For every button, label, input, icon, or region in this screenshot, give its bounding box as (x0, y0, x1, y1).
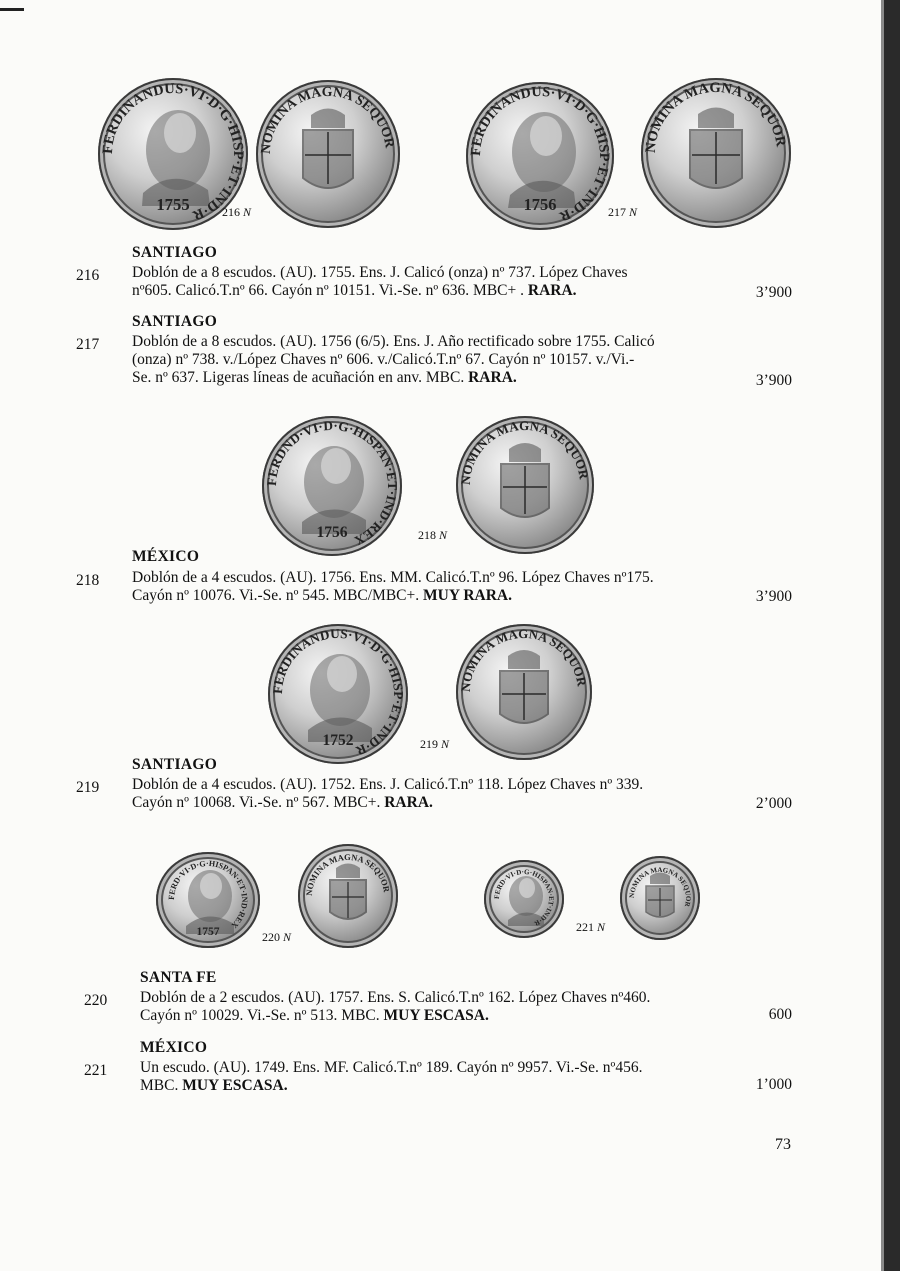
legend-text: FERDINANDUS·VI·D·G·HISP·ET·IND·R (99, 80, 247, 224)
lot-number: 217 (76, 336, 100, 353)
coin-217-reverse (641, 78, 791, 228)
lot-price: 3’900 (755, 284, 792, 301)
mint-heading: SANTIAGO (132, 313, 218, 330)
coin-216-reverse (256, 80, 400, 228)
mint-heading: MÉXICO (132, 548, 200, 565)
legend-text: NOMINA MAGNA SEQUOR (458, 626, 589, 693)
rarity: MUY ESCASA. (383, 1007, 489, 1024)
coin-legend (298, 844, 398, 948)
mint-heading: SANTIAGO (132, 756, 218, 773)
coin-220-obverse (156, 852, 260, 948)
legend-text: NOMINA MAGNA SEQUOR (642, 79, 789, 154)
coin-221-reverse (620, 856, 700, 940)
lot-number: 221 (84, 1062, 108, 1079)
lot-number: 218 (76, 572, 100, 589)
lot-description: Doblón de a 4 escudos. (AU). 1756. Ens. MM. Calicó.T.nº 96. López Chaves nº175. Cayón nº 10076. Vi.-Se. nº 545. MBC/MBC+. MUY RARA. (132, 569, 654, 604)
coin-221-label: 221 N (576, 920, 606, 934)
coin-legend (620, 856, 700, 940)
lot-price: 2’000 (755, 795, 792, 812)
lot-description: Un escudo. (AU). 1749. Ens. MF. Calicó.T.nº 189. Cayón nº 9957. Vi.-Se. nº456. MBC. MUY ESCASA. (140, 1059, 643, 1094)
coin-date: 1757 (196, 926, 220, 939)
legend-text: FERDND·VI·D·G·HISPAN·ET·IND·REX (263, 417, 401, 549)
rarity: RARA. (527, 282, 577, 299)
lot-number: 216 (76, 267, 100, 284)
lot-description: Doblón de a 8 escudos. (AU). 1755. Ens. J. Calicó (onza) nº 737. López Chaves nº605. Calicó.T.nº 66. Cayón nº 10151. Vi.-Se. nº 636. MBC+ . RARA. (132, 264, 628, 299)
lot-description: Doblón de a 4 escudos. (AU). 1752. Ens. J. Calicó.T.nº 118. López Chaves nº 339. Cayón nº 10068. Vi.-Se. nº 567. MBC+. RARA. (132, 776, 644, 811)
coin-date: 1756 (523, 195, 557, 215)
coin-219-obverse (268, 624, 408, 764)
lot-number: 219 (76, 779, 100, 796)
legend-text: FERDINANDUS·VI·D·G·HISP·ET·IND·R (269, 625, 407, 759)
coin-220-reverse (298, 844, 398, 948)
coin-216-label: 216 N (222, 205, 252, 219)
lot-price: 600 (768, 1006, 792, 1023)
mint-heading: SANTIAGO (132, 244, 218, 261)
legend-text: FERD·VI·D·G·HISPAN·ET·IND·R (492, 867, 556, 928)
lot-price: 3’900 (755, 372, 792, 389)
legend-text: NOMINA MAGNA SEQUOR (457, 417, 592, 486)
coin-220-label: 220 N (262, 930, 292, 944)
mint-heading: SANTA FE (140, 969, 217, 986)
mint-heading: MÉXICO (140, 1039, 208, 1056)
lot-description: Doblón de a 2 escudos. (AU). 1757. Ens. S. Calicó.T.nº 162. López Chaves nº460. Cayón nº 10029. Vi.-Se. nº 513. MBC. MUY ESCASA. (140, 989, 651, 1024)
coin-217-label: 217 N (608, 205, 638, 219)
coin-date: 1752 (322, 732, 354, 749)
legend-text: NOMINA MAGNA SEQUOR (257, 83, 398, 155)
coin-legend (484, 860, 564, 938)
rarity: RARA. (468, 369, 517, 386)
coin-legend (456, 624, 592, 760)
coin-218-label: 218 N (418, 528, 448, 542)
page-corner-mark (0, 8, 24, 11)
coin-legend (256, 80, 400, 228)
legend-text: FERDINANDUS·VI·D·G·HISP·ET·IND·R (467, 83, 613, 225)
coin-legend (456, 416, 594, 554)
lot-price: 1’000 (755, 1076, 792, 1093)
page-edge (884, 0, 900, 1271)
rarity: MUY ESCASA. (182, 1077, 288, 1094)
lot-price: 3’900 (755, 588, 792, 605)
coin-date: 1755 (156, 194, 190, 214)
coin-date: 1756 (316, 524, 348, 541)
coin-218-reverse (456, 416, 594, 554)
coin-219-reverse (456, 624, 592, 760)
coin-217-obverse (466, 82, 614, 230)
page-number: 73 (775, 1136, 791, 1153)
coin-legend (641, 78, 791, 228)
rarity: RARA. (384, 794, 433, 811)
lot-description: Doblón de a 8 escudos. (AU). 1756 (6/5). Ens. J. Año rectificado sobre 1755. Calicó (onza) nº 738. v./López Chaves nº 606. v./Calicó.T.nº 67. Cayón nº 10157. v./Vi.- Se. nº 637. Ligeras líneas de acuñación en anv. MBC. RARA. (132, 333, 655, 386)
coin-221-obverse (484, 860, 564, 938)
lot-number: 220 (84, 992, 108, 1009)
legend-text: FERD·VI·D·G·HISPAN·ET·IND·REX (166, 858, 250, 930)
coin-219-label: 219 N (420, 737, 450, 751)
rarity: MUY RARA. (423, 587, 512, 604)
legend-text: NOMINA MAGNA SEQUOR (627, 865, 693, 908)
coin-218-obverse (262, 416, 402, 556)
legend-text: NOMINA MAGNA SEQUOR (303, 851, 392, 897)
